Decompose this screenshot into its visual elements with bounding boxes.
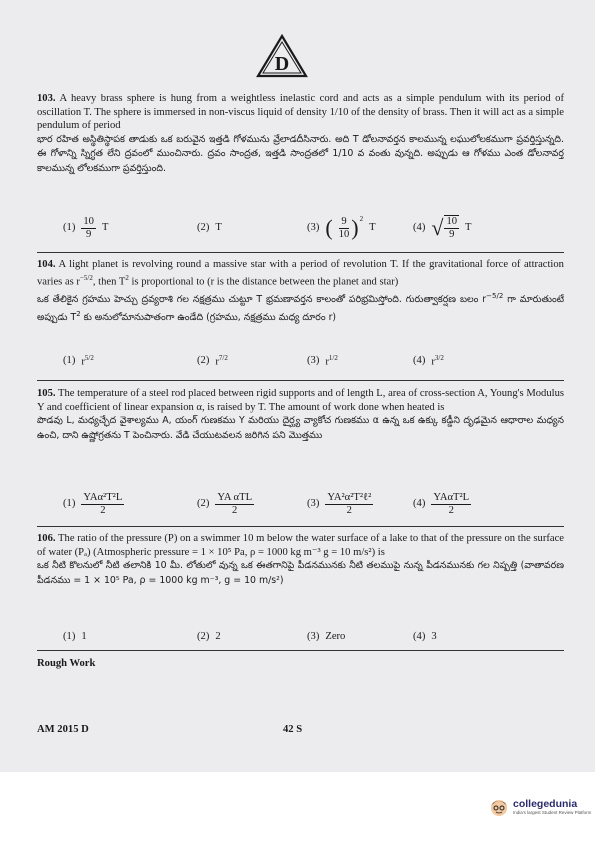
option-1[interactable]: (1) $r^{5/2}$ <box>63 354 94 369</box>
paper-code: AM 2015 D <box>37 724 89 735</box>
student-avatar-icon <box>489 796 509 818</box>
option-2[interactable]: (2) 2 <box>197 631 221 643</box>
option-3[interactable]: (3) Zero <box>307 631 346 643</box>
series-letter: D <box>274 53 290 75</box>
question-number: 103. <box>37 93 56 104</box>
option-3[interactable]: (3) ( $\frac{9}{10}$ ) $^2$ T <box>307 215 376 241</box>
question-106: 106. The ratio of the pressure (P) on a swimmer 10 m below the water surface of a lake to that of the pressure on the surface of water (Pₐ) (Atmospheric pressure = 1 × 10⁵ Pa, ρ = 1000 kg m⁻³ g = 10 m/s²) is ఒక నీటి కొలనులో నీటి తలానికి 10 మీ. లోతులో వున్న ఒక ఈతగానిపై పీడనమునకు నీటి తలముపై నున్న పీడనమునకు గల నిష్పత్తి (వాతావరణ పీడనము = 1 × 10⁵ Pa, ρ = 1000 kg m⁻³, g = 10 m/s²) (1) 1 (2) 2 (3) Zero (4) 3 <box>37 532 564 588</box>
options <box>37 351 564 371</box>
brand-name: collegedunia <box>513 798 578 810</box>
option-1[interactable]: (1) 1 <box>63 631 87 643</box>
divider <box>37 380 564 381</box>
option-2[interactable]: (2) $\frac{\text{YA αTL}}{2}$ <box>197 491 253 516</box>
option-3[interactable]: (3) $\frac{\text{YA²α²T²ℓ²}}{2}$ <box>307 491 372 516</box>
option-1[interactable]: (1) $\frac{\text{YAα²T²L}}{2}$ <box>63 491 123 516</box>
option-4[interactable]: (4) $r^{3/2}$ <box>413 354 444 369</box>
rough-work-label: Rough Work <box>37 658 96 669</box>
sqrt-icon: √ <box>431 215 444 241</box>
question-text-te: ఒక నీటి కొలనులో నీటి తలానికి 10 మీ. లోతులో వున్న ఒక ఈతగానిపై పీడనమునకు నీటి తలముపై నున్న పీడనమునకు గల నిష్పత్తి (వాతావరణ పీడనము = 1 × 10⁵ Pa, ρ = 1000 kg m⁻³, g = 10 m/s²) <box>37 560 564 586</box>
option-4[interactable]: (4) $\frac{\text{YAαT²L}}{2}$ <box>413 491 470 516</box>
question-text-te: ఒక తేలికైన గ్రహము హెచ్చు ద్రవ్యరాశి గల నక్షత్రము చుట్టూ T భ్రమణావర్తన కాలంతో పరిభ్రమిస్తోంది. గురుత్వాకర్షణ బలం $r^{-5/2}$ గా మారుతుంటే అప్పుడు $T^2$ కు అనులోమానుపాతంగా ఉండేది (గ్రహము, నక్షత్రము మధ్య దూరం r) <box>37 291 565 324</box>
question-103 <box>37 92 564 241</box>
option-1[interactable]: (1) $\frac{10}{9}$ T <box>63 215 109 240</box>
question-text-te: భార రహిత అస్థితిస్థాపక తాడుకు ఒక బరువైన ఇత్తడి గోళమును వ్రేలాడదీసినారు. అది T డోలనావర్తన కాలమున్న లఘులోలకముగా ప్రవర్తిస్తున్నది. ఈ గోళాన్ని స్నిగ్ధత లేని ద్రవంలో ముంచినారు. ద్రవం సాంద్రత, ఇత్తడి సాంద్రతలో 1/10 వ వంతు వున్నది. అప్పుడు ఆ గోళము ఎంత డోలనావర్త కాలమున్న లోలకముగా ప్రవర్తిస్తుంది. <box>37 133 564 174</box>
option-2[interactable]: (2) T <box>197 222 222 234</box>
options <box>37 629 564 645</box>
question-text-en: A heavy brass sphere is hung from a weightless inelastic cord and acts as a simple pendulum with its period of oscillation T. The sphere is immersed in non-viscus liquid of density 1/10 of the density of brass. Then it will act as a simple pendulum of period <box>37 93 564 131</box>
option-4[interactable]: (4) √ $\frac{10}{9}$ T <box>413 215 472 241</box>
options <box>37 208 564 248</box>
question-text-te: పొడవు L, మధ్యచ్ఛేద వైశాల్యము A, యంగ్ గుణకము Y మరియు దైర్ఘ్య వ్యాకోచ గుణకము α ఉన్న ఒక ఉక్కు కడ్డీని దృఢమైన ఆధారాల మధ్యన ఉంచి, దాని ఉష్ణోగ్రతను T పెంచినారు. వేడి చేయుటవలన జరిగిన పని మొత్తము <box>37 415 564 441</box>
option-2[interactable]: (2) $r^{7/2}$ <box>197 354 228 369</box>
question-104: 104. A light planet is revolving round a massive star with a period of revolution T. If the gravitational force of attraction varies as $r^{-5/2}$, then $T^2$ is proportional to (r is the distance between the planet and star) ఒక తేలికైన గ్రహము హెచ్చు ద్రవ్యరాశి గల నక్షత్రము చుట్టూ T భ్రమణావర్తన కాలంతో పరిభ్రమిస్తోంది. గురుత్వాకర్షణ బలం $r^{-5/2}$ గా మారుతుంటే అప్పుడు $T^2$ కు అనులోమానుపాతంగా ఉండేది (గ్రహము, నక్షత్రము మధ్య దూరం r) (1) $r^{5/2}$ (2) $r^{7/2}$ (3) $r^{1/2}$ (4) $r^{3/2}$ <box>37 258 564 326</box>
question-105: 105. The temperature of a steel rod placed between rigid supports and of length L, area of cross-section A, Young's Modulus Y and coefficient of linear expansion α, is raised by T. The amount of work done when heated is పొడవు L, మధ్యచ్ఛేద వైశాల్యము A, యంగ్ గుణకము Y మరియు దైర్ఘ్య వ్యాకోచ గుణకము α ఉన్న ఒక ఉక్కు కడ్డీని దృఢమైన ఆధారాల మధ్యన ఉంచి, దాని ఉష్ణోగ్రతను T పెంచినారు. వేడి చేయుటవలన జరిగిన పని మొత్తము (1) $\frac{\text{YAα²T²L}}{2}$ (2) $\frac{\text{YA αTL}}{2}$ (3) $\frac{\text{YA²α²T²ℓ²}}{2}$ (4) $\frac{\text{YAαT²L}}{2}$ <box>37 387 564 443</box>
option-4[interactable]: (4) 3 <box>413 631 437 643</box>
brand-tagline: India's largest Student Review Platform <box>513 810 592 815</box>
options <box>37 484 564 524</box>
divider <box>37 526 564 527</box>
collegedunia-logo <box>489 796 591 818</box>
option-3[interactable]: (3) $r^{1/2}$ <box>307 354 338 369</box>
divider <box>37 252 564 253</box>
divider <box>37 650 564 651</box>
series-badge <box>256 34 308 78</box>
page-number: 42 S <box>283 724 303 735</box>
